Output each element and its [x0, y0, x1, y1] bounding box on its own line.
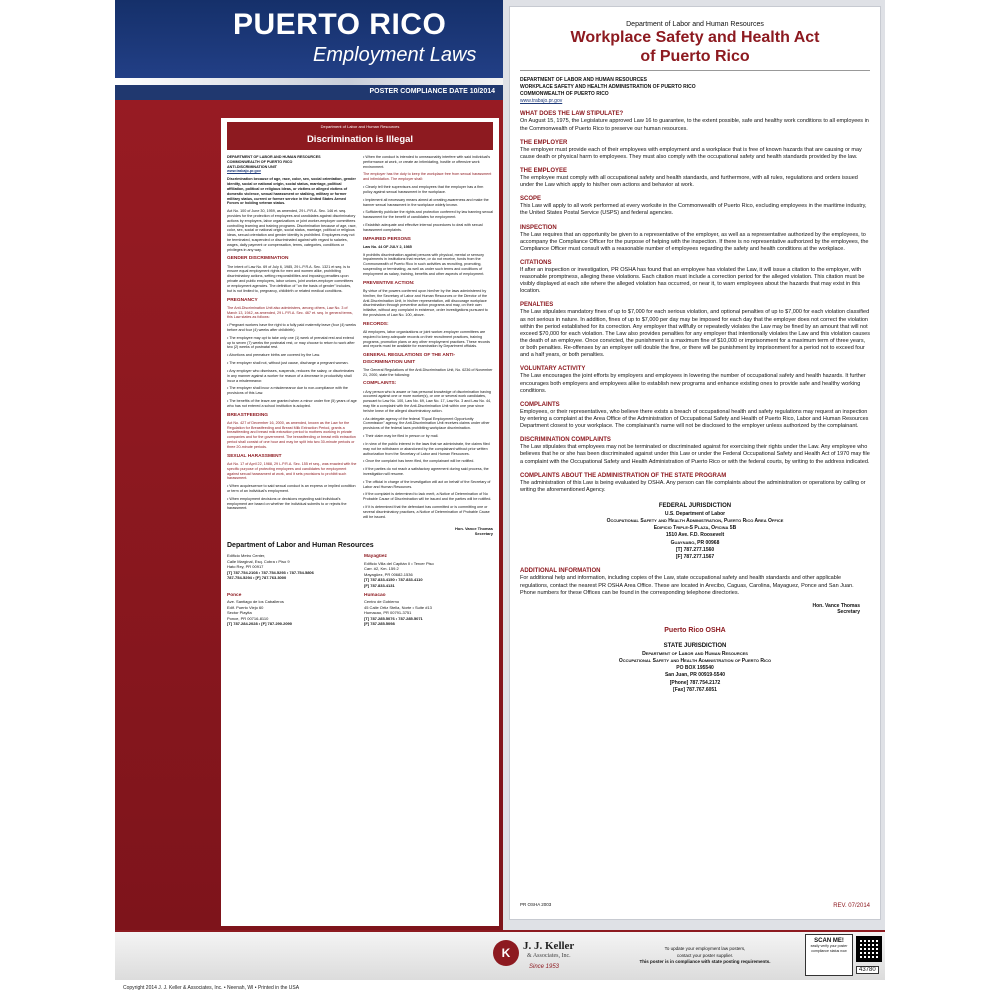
keller-logo-icon: K [493, 940, 519, 966]
intro-bold: Discrimination because of age, race, color, sex, social orientation, gender identity, social or national origin, social status, marriage, political affiliation, political or religious ideas, or victims or alleged victims of domestic violence, sexual harassment or stalking, military or former military status, current or former service in the United States Armed Forces or holding veteran status. [227, 177, 356, 206]
office-block: Humacao Centro de Gobierno 45 Calle Ortiz Stella, Norte • Suite #13 Humacao, PR 00791-3751 [T] 787.285.5076 • 787.285.5071 [F] 787.285.5098 [364, 592, 432, 626]
list-item: • Implement all necessary means aimed at creating awareness and make the banner sexual harassment in the workplace widely known. [363, 197, 489, 207]
osha-title: Workplace Safety and Health Act of Puerto Rico [570, 29, 820, 66]
header-banner [115, 0, 503, 78]
poster [115, 0, 885, 995]
list-item: • Pregnant workers have the right to a fully paid maternity leave (four (4) weeks before and four (4) weeks after childbirth). [227, 323, 356, 333]
office-block: Edificio Metro Center, Calle Marginal, Esq. Cobra • Piso 9 Hato Rey, PR 00917 [T] 787.754.2108 • 787.754.5293 • 787.754.5806 787-754-5294 • [F] 787.763.3000 [227, 553, 314, 581]
list-item: • Establish adequate and effective internal procedures to deal with sexual harassment complaints. [363, 222, 483, 232]
list-item: • When acquiescence to said sexual conduct is an express or implied condition or term of an individual's employment. [227, 484, 356, 493]
intro-text: Act No. 100 of June 30, 1959, as amended, 29 L.P.R.A. Sec. 146 et. seq. provides for the protection of employees and candidates against discriminatory actions by employers, labor organizations or joint worker-employer committees controlling learning and training programs. Discrimination because of age, race, color, sex, social or national origin, social status, marriage, political or religious ideas, sexual orientation and gender identity is prohibited. Employees may not be terminated, suspended or discriminated against with regard to salaries, wages, daily payment or compensation, terms, categories, conditions or privileges in any way. [227, 209, 357, 252]
left-column-2 [363, 155, 493, 522]
section: WHAT DOES THE LAW STIPULATE? On August 15, 1975, the Legislature approved Law 16 to guarantee, to the extent possible, safe and healthy work conditions to all employees in the Commonwealth of Puerto Rico to preserve our human resources. [520, 111, 869, 132]
agency-line: COMMONWEALTH OF PUERTO RICO [227, 159, 293, 164]
osha-document [509, 6, 881, 920]
section: COMPLAINTS ABOUT THE ADMINISTRATION OF THE STATE PROGRAM The administration of this Law is being evaluated by OSHA. Any person can file complaints about the administration or operations by calling or writing the aforementioned Agency. [520, 472, 866, 493]
left-column-1 [227, 155, 357, 522]
logo-assoc: & Associates, Inc. [527, 953, 571, 959]
right-signature: Hon. Vance Thomas Secretary [812, 602, 860, 615]
pr-osha-title: Puerto Rico OSHA [664, 626, 726, 634]
office-block: Ponce Ave. Santiago de los Caballeros Edif. Puerto Viejo 60 Sector Playita Ponce, PR 00716-8110 [T] 787.284.2028 • [F] 787.290.2090 [227, 592, 292, 626]
section-text: Act No. 17 of April 22, 1988, 29 L.P.R.A. Sec. 155 et seq., was enacted with the specific purpose of protecting employees and candidates for employment against sexual harassment at work, and it sets provisions to prohibit such harassment. [227, 461, 357, 481]
section: THE EMPLOYEE The employee must comply with all occupational safety and health standards, and furthermore, with all rules, regulations and orders issued under the Law which apply to his/her own actions and behavior at work. [520, 167, 858, 189]
offices-row [227, 592, 493, 626]
section-heading: GENERAL REGULATIONS OF THE ANTI-DISCRIMINATION UNIT [363, 353, 456, 365]
agency-line: DEPARTMENT OF LABOR AND HUMAN RESOURCES [227, 155, 321, 159]
revision-date: REV. 07/2014 [833, 903, 870, 909]
discrimination-title-bar [227, 122, 493, 150]
section-text: It prohibits discrimination against persons with physical, mental or sensory impairments in institutions that receive, or do not receive, funds from the Commonwealth of Puerto Rico in such activities as recruiting, promoting, suspending or terminating, as well as under such terms and conditions of employment as salary, training, benefits and other aspects of employment. [363, 252, 485, 276]
list-item: • The benefits of the leave are granted when a minor under five (5) years of age who has not entered a school institution is adopted. [227, 398, 357, 408]
list-item: • Their claim may be filed in person or by mail. [363, 434, 439, 439]
logo-since: Since 1953 [529, 964, 560, 970]
section: THE EMPLOYER The employer must provide each of their employees with employment and a workplace that is free of known hazards that are causing or may cause death or physical harm to employees. They must also comply with the occupational safety and health standards provided by the law. [520, 139, 862, 160]
section-text: The intent of Law No. 69 of July 6, 1985, 29 L.P.R.A. Sec. 1321 et seq. is to ensure equal employment rights for men and women alike, prohibiting discriminatory actions, setting responsibilities and imposing penalties upon private and public employers, labor unions, joint worker-employer committees or employment agencies. The definition of "on the basis of gender" includes, but is not limited to, pregnancy, childbirth or related medical conditions. [227, 264, 354, 293]
section: DISCRIMINATION COMPLAINTS The Law stipulates that employees may not be terminated or discriminated against for exercising their rights under the Law. Any employee who believes that he or she has been discriminated against under this Law or under the Federal Occupational Safety and Health Act of 1970 may file a complaint with the Occupational Safety and Health Administration of Puerto Rico or with the federal courts, by writing to the address indicated. [520, 437, 870, 465]
list-item: • Clearly tell their supervisors and employees that the employer has a firm policy against sexual harassment in the workplace. [363, 185, 484, 194]
list-item: • When employment decisions or decisions regarding said individual's employment are based on whether the individual submits to or rejects the harassment. [227, 496, 347, 511]
copyright: Copyright 2014 J. J. Keller & Associates, Inc. • Neenah, WI • Printed in the USA [123, 985, 300, 991]
offices-heading: Department of Labor and Human Resources [227, 542, 374, 550]
qr-code-icon[interactable] [856, 936, 882, 962]
scan-me-box [805, 934, 853, 976]
section: COMPLAINTS Employees, or their representatives, who believe there exists a breach of occupational health and safety regulations may request an inspection by entering a complaint at the Area Office of the Administration of Occupational Safety and Health of Puerto Rico, Labor and Human Resources Department closest to your workplace. The complainant's name will not be disclosed to the employer unless authorized by the complainant. [520, 401, 869, 430]
section-heading: PREGNANCY [227, 297, 258, 303]
list-item: • If the parties do not reach a satisfactory agreement during said process, the investigation will resume. [363, 467, 489, 476]
header-stripe [115, 78, 503, 85]
section: ADDITIONAL INFORMATION For additional help and information, including copies of the Law, state occupational safety and health standards and other applicable regulations, contact the nearest PR OSHA Area Office. These are located in Arecibo, Caguas, Carolina, Mayaguez, Ponce and San Juan. Phone numbers for these Offices can be found in the corresponding telephone directories. [520, 568, 854, 596]
poster-title: PUERTO RICO [233, 8, 447, 41]
section-text: The Anti-Discrimination Unit also administers, among others, Law No. 3 of March 13, 1942, as amended, 29 L.P.R.A. Sec. 467 et. seq. In general terms, this Law states as follows: [227, 305, 353, 320]
website-link[interactable]: www.trabajo.pr.gov [227, 169, 261, 174]
list-item: • Once the complaint has been filed, the complainant will be notified. [363, 459, 475, 464]
website-link[interactable]: www.trabajo.pr.gov [520, 97, 563, 104]
scan-title: SCAN ME! [814, 938, 844, 944]
list-item: • Sufficiently publicize the rights and protection conferred by law banning sexual harassment for the benefit of candidates for employment. [363, 210, 493, 220]
list-item: • Abortions and premature births are covered by the Law. [227, 353, 320, 358]
section: PENALTIES The Law stipulates mandatory fines of up to $7,000 for each serious violation, and optional penalties of up to $7,000 for each violation classified as not serious in nature. In addition, fines of up to $7,000 per day may be imposed for each day that the employer does not correct the violation within the period established for its correction. Any employer that willfully or repeatedly violates the Law may be fined by an amount that will not exceed $70,000 for each violation. The Law also provides penalties for any employer that intentionally violates the Law and this violation causes the death of an employee. Once convicted, the punishment is a maximum fine of $10,000 or imprisonment for a maximum term of three years, or both penalties. Re-offenses by an employer will double the fine, or there will be punishment by imprisonment for a period not to exceed four and a half years, or both penalties. [520, 302, 870, 359]
list-item: • Any employer who dismisses, suspends, reduces the salary, or discriminates in any manner against a worker for reason of a decrease in productivity shall incur a misdemeanor. [227, 368, 355, 383]
footer-message: To update your employment law posters, contact your poster supplier. This poster is in compliance with state posting requirements. [639, 946, 771, 965]
section: VOLUNTARY ACTIVITY The Law encourages the joint efforts by employers and employees in lowering the number of occupational safety and health hazards. It further encourages both employers and employees alike to establish new programs and enhance existing ones to provide safe and healthy working conditions. [520, 366, 866, 394]
federal-jurisdiction: FEDERAL JURISDICTION U.S. Department of Labor Occupational Safety and Health Administration, Puerto Rico Area Office Edificio Triple-S Plaza, Oficina 5B 1510 Ave. F.D. Roosevelt Guaynabo, PR 00968 [T] 787.277.1560 [F] 787.277.1567 [606, 503, 784, 561]
scan-description: easily verify your poster compliance status now [810, 944, 848, 953]
section-heading: BREASTFEEDING [227, 412, 269, 418]
employer-duty: The employer has the duty to keep the workplace free from sexual harassment and intimidation. The employer shall: [363, 172, 492, 182]
section-text: Act No. 427 of December 16, 2000, as amended, known as the Law for the Regulation for Breastfeeding and Breast Milk Extraction Period, grants a breastfeeding and breast milk extraction period to mothers working in private companies and for the government. The breastfeeding or breast milk extraction period shall consist of one hour and may be split into two 30-minute periods or three 20-minute periods. [227, 420, 356, 449]
pr-osha-code: PR OSHA 2003 [520, 902, 552, 907]
logo-name: J. J. Keller [523, 940, 575, 952]
left-signature: Hon. Vance Thomas Secretary [454, 526, 493, 537]
compliance-date: POSTER COMPLIANCE DATE 10/2014 [115, 85, 503, 100]
state-jurisdiction: STATE JURISDICTION Department of Labor and Human Resources Occupational Safety and Health Administration of Puerto Rico PO BOX 195540 San Juan, PR 00919-5540 [Phone] 787.754.2172 [Fax] 787.767.6051 [618, 642, 772, 693]
impaired-law: Law No. 44 OF JULY 2, 1985 [363, 244, 412, 249]
section: INSPECTION The Law requires that an opportunity be given to a representative of the employer, as well as a representative authorized by the employees, to accompany the Compliance Officer for the purpose of helping with the inspection. If there is no representative authorized by the employees, the Compliance Officer must consult with a reasonable number of employees regarding the safety and health conditions at the workplace. [520, 224, 869, 252]
list-item: • The employer shall not, without just cause, discharge a pregnant woman. [227, 361, 349, 366]
list-item: • In view of the public interest in the laws that we administrate, the claims filed may not be withdrawn or abandoned by the complainant without prior written authorization from the Secretary of Labor and Human Resources. [363, 441, 490, 456]
list-item: • As delegate agency of the federal "Equal Employment Opportunity Commission" agency, the Anti-Discrimination Unit receives claims under other provisions of the federal laws prohibiting workplace discrimination. [363, 416, 490, 431]
list-item: • If the complaint is determined to lack merit, a Notice of Determination of No Probable Cause of Discrimination will be issued and the parties will be notified. [363, 492, 492, 502]
discrimination-title: Discrimination is Illegal [306, 134, 414, 145]
list-item: • If it is determined that the defendant has committed or is committing one or several discriminatory practices, a Notice of Determination of Probable Cause will be issued. [363, 505, 490, 519]
dept-line: Department of Labor and Human Resources [626, 21, 764, 28]
offices-row [227, 553, 493, 587]
section-text: By virtue of the powers conferred upon him/her by the laws administered by him/her, the Secretary of Labor and Human Resources or the Director of the Anti-Discrimination Unit, in his/her representation, will discourage workplace discrimination through preventive action programs and may, on their own initiative, without any complaint in existence, order investigations pursuant to the provisions of Law No. 100, above. [363, 288, 488, 317]
poster-subtitle: Employment Laws [313, 44, 477, 66]
dept-line: Department of Labor and Human Resources [320, 124, 400, 129]
section: SCOPE This Law will apply to all work performed at every worksite in the Commonwealth of Puerto Rico, excluding employees in the maritime industry, the United States Postal Service (USPS) and federal agencies. [520, 196, 867, 217]
section-heading: RECORDS: [363, 321, 389, 327]
section-text: The General Regulations of the Anti-Discrimination Unit, No. 6236 of November 21, 2000, state the following: [363, 367, 493, 377]
section-heading: SEXUAL HARASSMENT [227, 453, 282, 459]
list-item: • Any person who is aware or has personal knowledge of discrimination having occurred against one or more worker(s), or one or several work candidates, pursuant to Law No. 100, Law No. 69, Law No. 17, Law No. 3 and Law No. 44, may file a complaint with the Anti-Discrimination Unit within one year since he/she knew of the alleged discriminatory action. [363, 389, 492, 413]
list-item: • The employer shall incur a misdemeanor due to non-compliance with the provisions of this Law. [227, 386, 348, 396]
section: CITATIONS If after an inspection or investigation, PR OSHA has found that an employee has violated the Law, it will issue a citation to the employer, with reasonable promptness, alleging these violations. Each citation must include a correction period for the alleged violation. This citation must be visibly displayed at each site where the alleged violation has occurred, or near it, to warn employees about the hazards that may exist in this location. [520, 259, 865, 295]
list-item: • When the conduct is intended to unreasonably interfere with said individual's performance at work, or create an intimidating, hostile or offensive work environment. [363, 155, 491, 169]
discrimination-document [221, 118, 499, 926]
section-heading: PREVENTIVE ACTION: [363, 280, 415, 286]
section-heading: IMPAIRED PERSONS [363, 236, 411, 242]
section-heading: COMPLAINTS: [363, 381, 397, 387]
divider [520, 70, 870, 71]
jj-keller-logo [493, 934, 603, 976]
product-code: 43780 [856, 966, 879, 974]
agency-line: ANTI-DISCRIMINATION UNIT [227, 164, 277, 169]
agency-block: DEPARTMENT OF LABOR AND HUMAN RESOURCES WORKPLACE SAFETY AND HEALTH ADMINISTRATION OF PUERTO RICO COMMONWEALTH OF PUERTO RICO www.trabajo.pr.gov [520, 77, 696, 104]
list-item: • The employee may opt to take only one (1) week of prenatal rest and extend up to seven (7) weeks the postnatal rest, or may choose to return to work after two (2) weeks of postnatal rest. [227, 335, 355, 350]
section-text: All employers, labor organizations or joint worker-employer committees are required to keep adequate records on their recruitment practices, training programs, promotion plans or any other employment practices. These records and reports must be available for examination by Department officials. [363, 330, 491, 349]
section-heading: GENDER DISCRIMINATION [227, 256, 289, 262]
office-block: Mayagüez Edificio Villa del Capitán II • Tercer Piso Carr. #2, Km. 159.2 Mayagüez, PR 00682-1536 [T] 787.833.4150 • 787.833.4110 [F] 787.833.4131 [364, 554, 434, 588]
list-item: • The official in charge of the investigation will act on behalf of the Secretary of Labor and Human Resources. [363, 479, 491, 489]
